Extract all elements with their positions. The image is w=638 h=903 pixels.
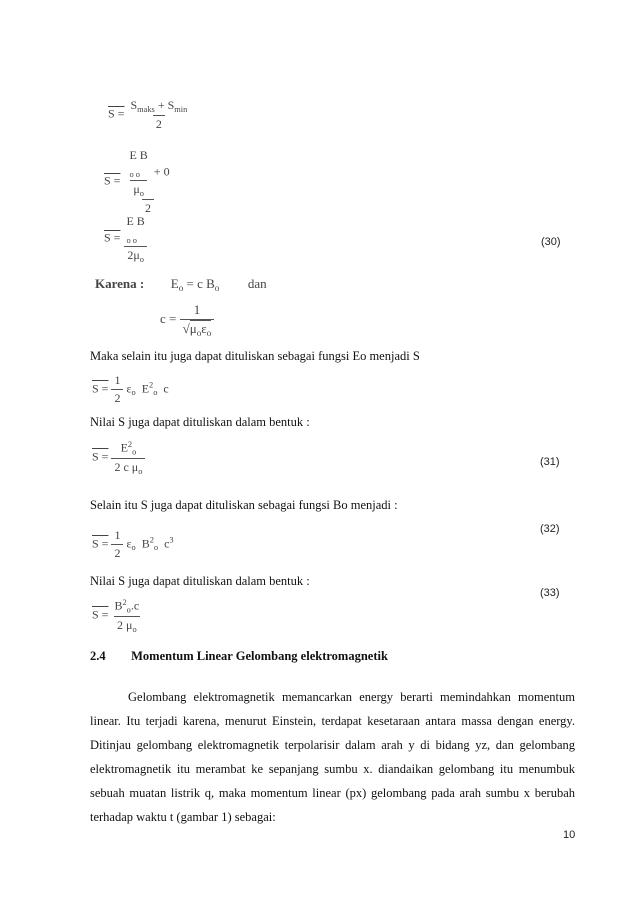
- formula-lhs: S =: [104, 173, 121, 188]
- equation-number-33: (33): [540, 587, 560, 599]
- text-line-bentuk-1: Nilai S juga dapat dituliskan dalam bentuk :: [90, 415, 310, 429]
- formula-s-average-1: S = $\frac{S_{maks} + S_{min}}{2}$: [108, 98, 188, 131]
- text-line-bo: Selain itu S juga dapat dituliskan sebagai fungsi Bo menjadi :: [90, 498, 398, 512]
- page-number: 10: [563, 829, 576, 841]
- section-number: 2.4: [90, 649, 106, 663]
- karena-label: Karena :: [95, 276, 145, 291]
- section-title: Momentum Linear Gelombang elektromagnetik: [131, 649, 388, 663]
- formula-s-eo-b: S = $\frac{E^2_o}{2 c \mu_o}$: [92, 440, 145, 475]
- equation-number-32: (32): [540, 523, 560, 535]
- formula-s-bo: S = $\frac{1}{2}$ $\varepsilon_o$ $B^2_o$ $c^3$: [92, 528, 174, 560]
- formula-lhs: S =: [108, 106, 125, 121]
- formula-c-definition: c = $\frac{1}{√\mu_o\varepsilon_o}$: [160, 302, 214, 338]
- formula-lhs: S =: [104, 230, 121, 245]
- equation-number-31: (31): [540, 456, 560, 468]
- section-heading: [90, 649, 388, 664]
- formula-s-average-3: S = E B $_{o o}$ $2\mu_o$: [104, 214, 148, 264]
- formula-karena: Karena : $E_o = c$ $B_o$ dan: [95, 276, 267, 294]
- body-paragraph: Gelombang elektromagnetik memancarkan energy berarti memindahkan momentum linear. Itu terjadi karena, menurut Einstein, terdapat kesetaraan antara massa dengan energy. Ditinjau gelombang elektromagnetik terpolarisir dalam arah y di bidang yz, dan gelombang elektromagnetik itu merambat ke sepanjang sumbu x. diandaikan gelombang itu menumbuk sebuah muatan listrik q, maka momentum linear (px) gelombang pada arah sumbu x berubah terhadap waktu t (gambar 1) sebagai:: [90, 690, 575, 824]
- formula-s-average-2: S = E B $_{o o}$ $\mu_o$ + 0 2: [104, 148, 170, 215]
- text-line-bentuk-2: Nilai S juga dapat dituliskan dalam bentuk :: [90, 574, 310, 588]
- equation-number-30: (30): [541, 236, 561, 248]
- formula-s-eo: S = $\frac{1}{2}$ $\varepsilon_o$ $E^2_o$ c: [92, 373, 169, 405]
- text-line-eo: Maka selain itu juga dapat dituliskan sebagai fungsi Eo menjadi S: [90, 349, 420, 363]
- formula-s-bo-b: S = $\frac{B^2_o.c}{2 \mu_o}$: [92, 598, 140, 634]
